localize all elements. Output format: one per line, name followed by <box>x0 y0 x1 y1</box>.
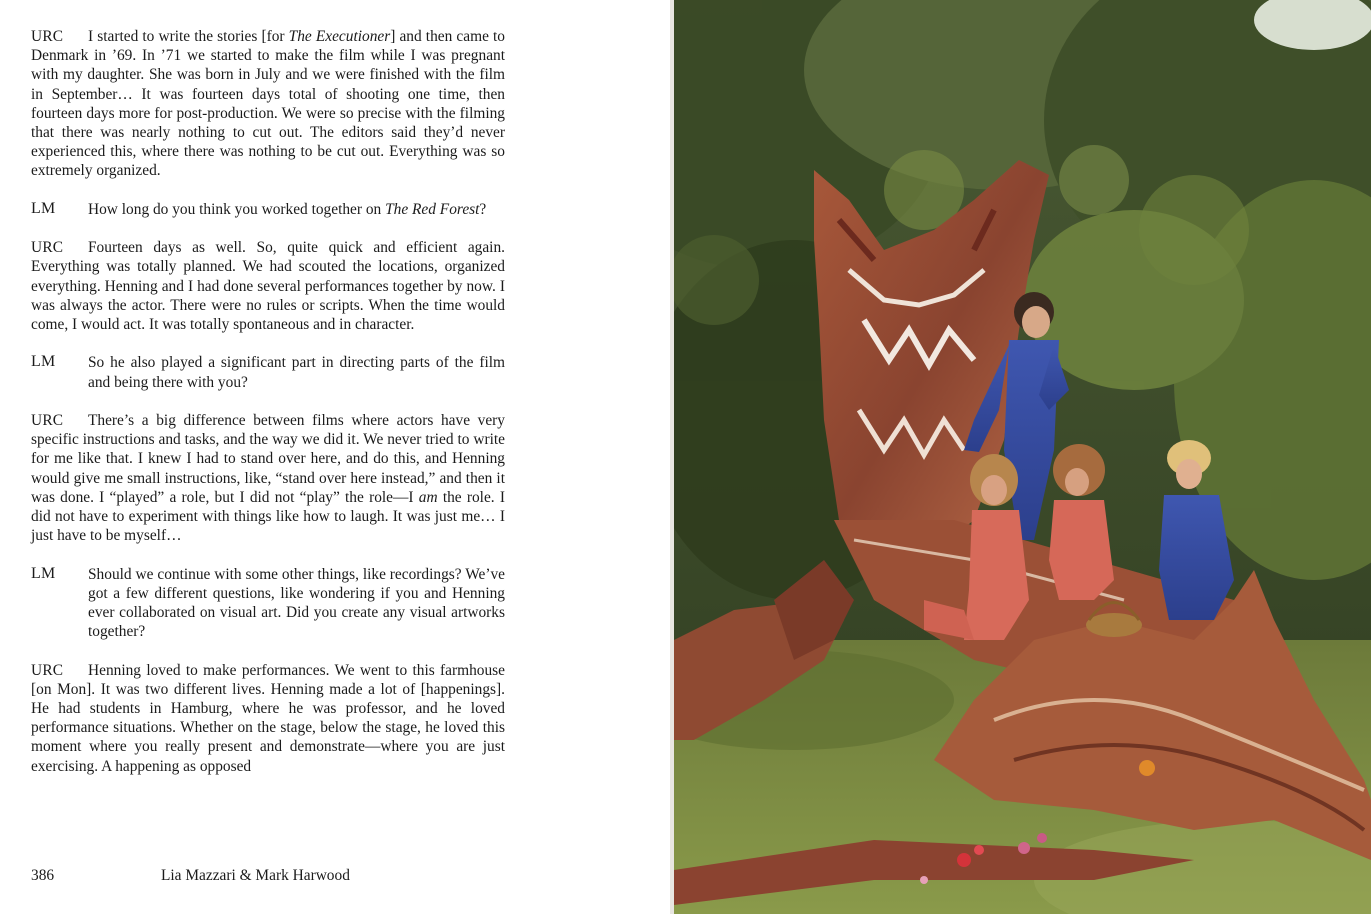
italic-title: The Red Forest <box>385 200 480 218</box>
interview-entry <box>31 200 505 219</box>
entry-text <box>88 353 505 391</box>
speaker-initials: URC <box>31 239 64 257</box>
performance-photograph <box>674 0 1371 914</box>
speaker-initials: URC <box>31 661 64 679</box>
text-run: the role. I did not have to experiment with things like how to laugh. It was just me… I just have to be myself… <box>31 488 505 545</box>
entry-text <box>88 200 505 219</box>
text-run: ] and then came to Denmark in ’69. In ’71 we started to make the film while I was pregnant with my daughter. She was born in July and we were finished with the film in September… It was fourteen days total of shooting one time, then fourteen days more for post-production. We were so precise with the filming that there was nearly nothing to cut out. The editors said they’d never experienced this, where there was nothing to be cut out. Everything was so extremely organized. <box>31 28 505 180</box>
text-run: Fourteen days as well. So, quite quick and efficient again. Everything was totally planned. We had scouted the locations, organized everything. Henning and I had done several performances together by now. I was always the actor. There were no rules or scripts. When the time would come, I would act. It was totally spontaneous and in character. <box>31 239 505 334</box>
page-number: 386 <box>31 867 55 884</box>
interview-entry <box>31 238 505 334</box>
text-page <box>0 0 673 914</box>
interview-entry <box>31 565 505 642</box>
text-run: Should we continue with some other things, like recordings? We’ve got a few different questions, like wondering if you and Henning ever collaborated on visual art. Did you create any visual artworks together? <box>88 565 505 641</box>
speaker-initials: URC <box>31 412 64 429</box>
interview-entry <box>31 27 505 181</box>
entry-text <box>31 238 505 334</box>
speaker-initials: URC <box>31 28 64 45</box>
interview-entry <box>31 411 505 545</box>
entry-text <box>31 661 505 776</box>
running-footer-authors: Lia Mazzari & Mark Harwood <box>161 867 350 884</box>
text-run: ? <box>479 200 487 218</box>
speaker-initials: LM <box>31 564 56 582</box>
italic-title: am <box>418 488 438 506</box>
text-run: So he also played a significant part in directing parts of the film and being there with you? <box>88 354 505 391</box>
entry-text <box>31 411 505 545</box>
speaker-initials: LM <box>31 199 56 217</box>
interview-transcript <box>31 27 505 795</box>
speaker-initials: LM <box>31 353 56 371</box>
interview-entry <box>31 353 505 391</box>
interview-entry <box>31 661 505 776</box>
entry-text <box>31 27 505 181</box>
text-run: How long do you think you worked together on <box>88 200 386 218</box>
italic-title: The Executioner <box>288 28 391 45</box>
entry-text <box>88 565 505 642</box>
text-run: Henning loved to make performances. We went to this farmhouse [on Mon]. It was two different lives. Henning made a lot of [happenings]. He had students in Hamburg, where he was professor, and he loved performance situations. Whether on the stage, below the stage, he loved this moment where you really present and demonstrate—where you are just exercising. A happening as opposed <box>31 661 505 775</box>
text-run: There’s a big difference between films where actors have very specific instructions and tasks, and the way we did it. We never tried to write for me like that. I knew I had to stand over here, and do this, and Henning would give me small instructions, like, “stand over here instead,” and then it was done. I “played” a role, but I did not “play” the role—I <box>31 412 505 506</box>
text-run: I started to write the stories [for <box>88 28 289 45</box>
